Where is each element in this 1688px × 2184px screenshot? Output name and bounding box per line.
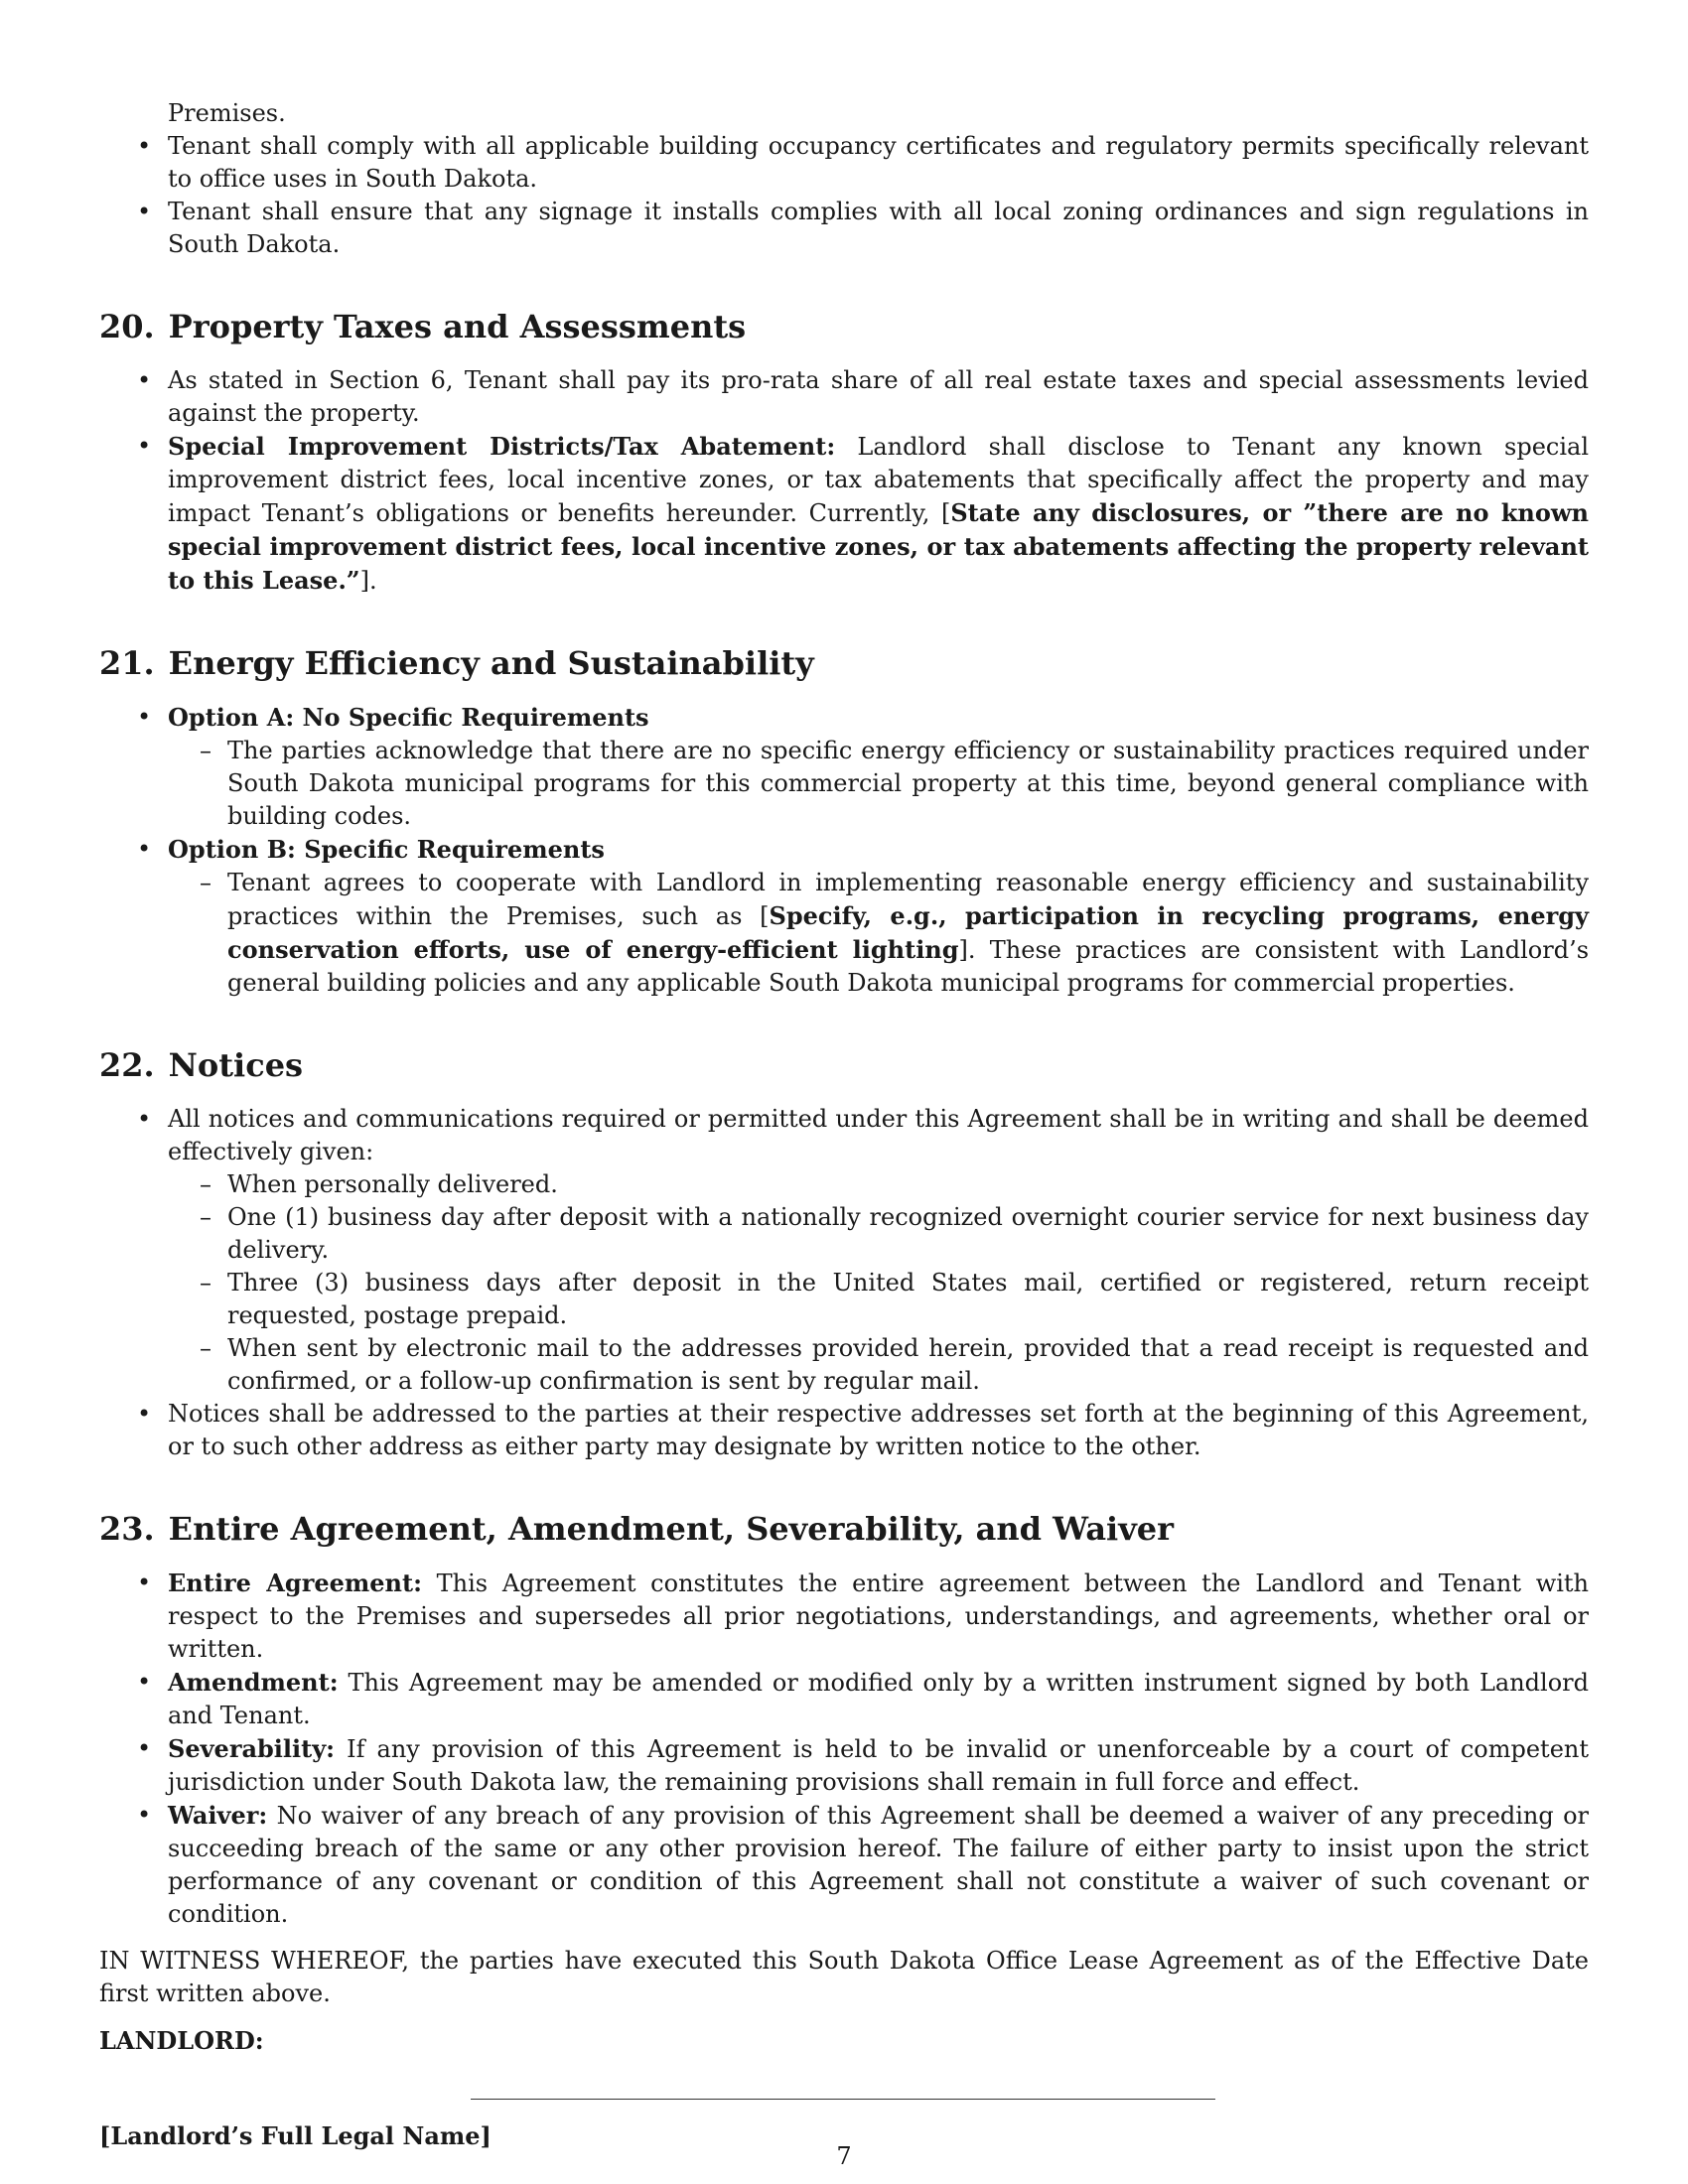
section-22-heading: 22. Notices <box>99 1046 304 1084</box>
list-item: • Waiver: No waiver of any breach of any provision of this Agreement shall be deemed a waiver of any preceding or succeeding breach of the same or any other provision hereof. The failure of either party to insist upon the strict performance of any covenant or condition of this Agreement shall not constitute a waiver of such covenant or condition. <box>99 1799 1589 1931</box>
list-item: • Severability: If any provision of this Agreement is held to be invalid or unenforceable by a court of competent jurisdiction under South Dakota law, the remaining provisions shall remain in full force and effect. <box>99 1732 1589 1799</box>
list-item: • Amendment: This Agreement may be amended or modified only by a written instrument signed by both Landlord and Tenant. <box>99 1666 1589 1732</box>
list-item: • Notices shall be addressed to the parties at their respective addresses set forth at the beginning of this Agreement, or to such other address as either party may designate by written notice to the other. <box>99 1398 1589 1463</box>
list-item <box>99 833 1589 1000</box>
section-23-heading: 23. Entire Agreement, Amendment, Severability, and Waiver <box>99 1510 1175 1548</box>
section-21-heading: 21. Energy Efficiency and Sustainability <box>99 644 814 682</box>
signature-line <box>471 2099 1215 2100</box>
landlord-label: LANDLORD: <box>99 2026 264 2055</box>
section-23-list <box>99 1567 1589 1931</box>
sub-list-item: – One (1) business day after deposit with a nationally recognized overnight courier service for next business day delivery. <box>168 1201 1589 1267</box>
placeholder-text: State any disclosures, or ”there are no known special improvement district fees, local incentive zones, or tax abatements affecting the property relevant to this Lease.” <box>168 498 1589 595</box>
list-item: • Entire Agreement: This Agreement constitutes the entire agreement between the Landlord and Tenant with respect to the Premises and supersedes all prior negotiations, understandings, and agreements, whether oral or written. <box>99 1567 1589 1666</box>
item-label: Entire Agreement: <box>168 1569 422 1597</box>
item-label: Amendment: <box>168 1668 339 1697</box>
list-item: • Tenant shall ensure that any signage it installs complies with all local zoning ordinances and sign regulations in South Dakota. <box>99 196 1589 261</box>
list-item: • As stated in Section 6, Tenant shall pay its pro-rata share of all real estate taxes and special assessments levied against the property. <box>99 364 1589 430</box>
top-bullet-list <box>99 97 1589 261</box>
item-label: Option B: Specific Requirements <box>168 835 605 864</box>
sub-list-item: – Tenant agrees to cooperate with Landlord in implementing reasonable energy efficiency and sustainability practices within the Premises, such as [Specify, e.g., participation in recycling programs, energy conservation efforts, use of energy-efficient lighting]. These practices are consistent with Landlord’s general building policies and any applicable South Dakota municipal programs for commercial properties. <box>168 867 1589 1000</box>
landlord-name-placeholder: [Landlord’s Full Legal Name] <box>99 2121 492 2150</box>
page-number: 7 <box>836 2142 852 2170</box>
item-label: Waiver: <box>168 1801 268 1830</box>
continuation-text: Premises. <box>168 99 286 127</box>
section-22-list <box>99 1103 1589 1463</box>
item-label: Special Improvement Districts/Tax Abatement: <box>168 432 836 461</box>
sub-list-item: – The parties acknowledge that there are no specific energy efficiency or sustainability practices required under South Dakota municipal programs for this commercial property at this time, beyond general compliance with building codes. <box>168 735 1589 833</box>
witness-paragraph: IN WITNESS WHEREOF, the parties have executed this South Dakota Office Lease Agreement as of the Effective Date first written above. <box>99 1947 1589 2007</box>
document-body <box>99 97 1589 2152</box>
list-item: • Special Improvement Districts/Tax Abatement: Landlord shall disclose to Tenant any known special improvement district fees, local incentive zones, or tax abatements that specifically affect the property and may impact Tenant’s obligations or benefits hereunder. Currently, [State any disclosures, or ”there are no known special improvement district fees, local incentive zones, or tax abatements affecting the property relevant to this Lease.”]. <box>99 430 1589 598</box>
item-label: Option A: No Specific Requirements <box>168 703 649 732</box>
item-label: Severability: <box>168 1734 336 1763</box>
sub-list <box>168 1168 1589 1398</box>
placeholder-text: Specify, e.g., participation in recycling programs, energy conservation efforts, use of energy-efficient lighting <box>227 901 1589 964</box>
sub-list-item: – Three (3) business days after deposit in the United States mail, certified or registered, return receipt requested, postage prepaid. <box>168 1267 1589 1332</box>
sub-list <box>168 867 1589 1000</box>
section-20-heading: 20. Property Taxes and Assessments <box>99 308 747 345</box>
sub-list-item: – When personally delivered. <box>168 1168 1589 1201</box>
list-item <box>99 701 1589 833</box>
sub-list-item: – When sent by electronic mail to the addresses provided herein, provided that a read receipt is requested and confirmed, or a follow-up confirmation is sent by regular mail. <box>168 1332 1589 1398</box>
list-item: • Tenant shall comply with all applicable building occupancy certificates and regulatory permits specifically relevant to office uses in South Dakota. <box>99 130 1589 196</box>
section-21-list <box>99 701 1589 1000</box>
sub-list <box>168 735 1589 833</box>
list-item: • All notices and communications required or permitted under this Agreement shall be in writing and shall be deemed effectively given: – When personally delivered. – One (1) business day after deposit with a nationally recognized overnight courier service for next business day delivery. – Three (3) business days after deposit in the United States mail, certified or registered, return receipt requested, postage prepaid. – When sent by electronic mail to the addresses provided herein, provided that a read receipt is requested and confirmed, or a follow-up confirmation is sent by regular mail. <box>99 1103 1589 1398</box>
section-20-list <box>99 364 1589 598</box>
